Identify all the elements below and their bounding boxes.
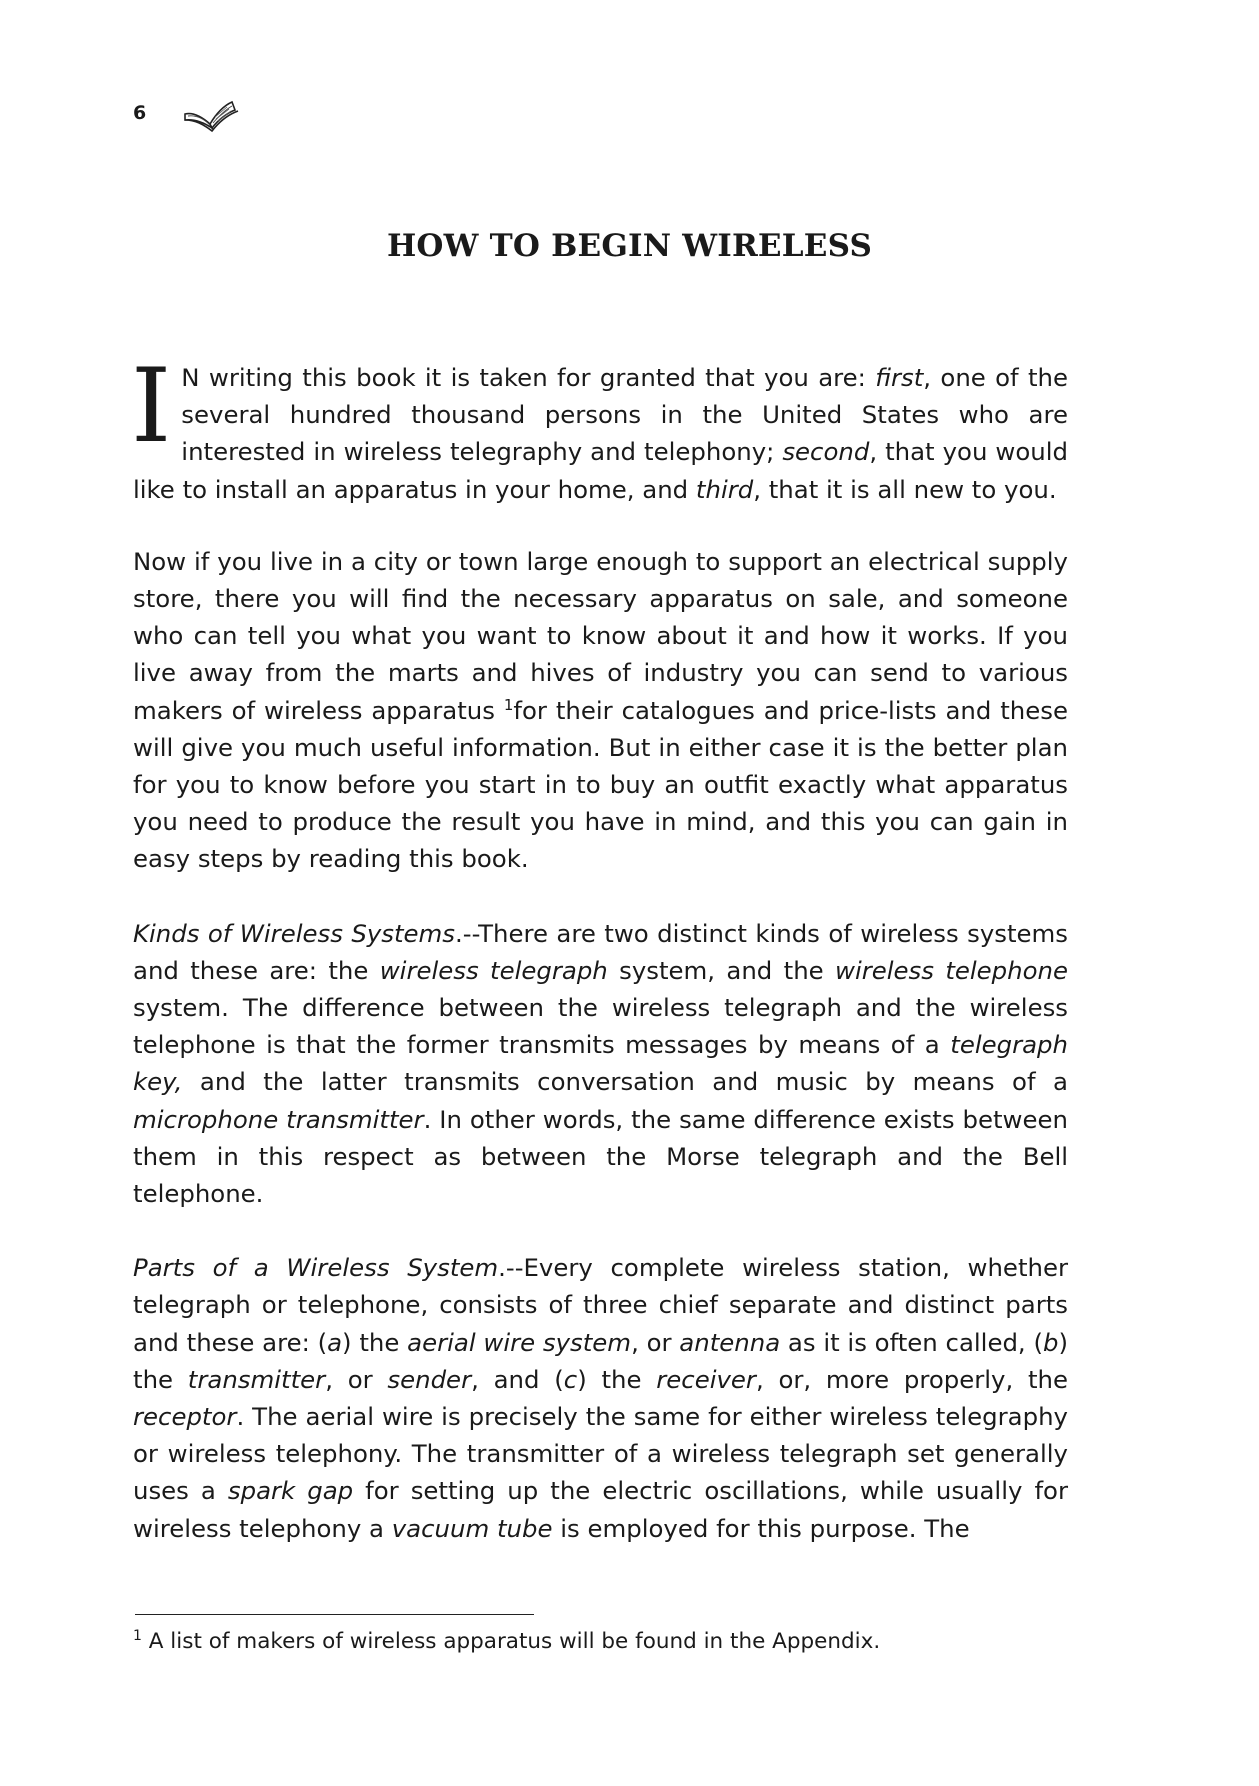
italic-run: third — [695, 474, 754, 504]
italic-run: wireless telegraph — [379, 955, 608, 985]
text-run: system, and the — [607, 955, 836, 985]
paragraph-kinds-of-systems — [133, 915, 1068, 1213]
italic-run: antenna — [679, 1327, 781, 1357]
body-text — [131, 347, 1069, 1584]
text-run: , that it is all new to you. — [753, 474, 1057, 504]
text-run: , or — [325, 1364, 388, 1394]
text-run: and the latter transmits conversation and music by means of a — [182, 1067, 1068, 1097]
text-run: . The aerial wire is precisely the same for either wireless telegraphy or wireless telephony. The transmitter of a wireless telegraph set generally uses a — [133, 1402, 1068, 1506]
italic-run: transmitter — [187, 1364, 326, 1394]
text-run: for setting up the electric oscillations, while usually for wireless telephony a — [133, 1476, 1068, 1543]
text-run: , or — [631, 1327, 680, 1357]
text-run: .--Every complete wireless station, whether telegraph or telephone, consists of three chief separate and distinct parts and these are: ( — [133, 1253, 1068, 1357]
footnote — [133, 1628, 1068, 1656]
italic-run: vacuum tube — [391, 1513, 553, 1543]
italic-run: c — [563, 1364, 578, 1394]
text-run: as it is often called, ( — [780, 1327, 1043, 1357]
page-number: 6 — [133, 102, 147, 124]
text-run: ) the — [133, 1327, 1068, 1394]
text-run: Now if you live in a city or town large enough to support an electrical supply store, there you will find the necessary apparatus on sale, and someone who can tell you what you want to know about it and how it works. If you live away from the marts and hives of industry you can send to various makers of wireless apparatus — [133, 546, 1068, 725]
text-run: system. The difference between the wireless telegraph and the wireless telephone is that the former transmits messages by means of a — [133, 993, 1068, 1060]
text-run: .--There are two distinct kinds of wireless systems and these are: the — [133, 918, 1068, 985]
footnote-text: A list of makers of wireless apparatus will be found in the Appendix. — [141, 1629, 881, 1654]
text-run: ) the — [342, 1327, 408, 1357]
italic-run: a — [327, 1327, 343, 1357]
chapter-title: HOW TO BEGIN WIRELESS — [386, 228, 873, 264]
italic-run: telegraph key, — [133, 1030, 1068, 1097]
italic-run: sender — [387, 1364, 472, 1394]
footnote-marker: 1 — [133, 1627, 142, 1644]
italic-run: b — [1042, 1327, 1059, 1357]
italic-run: receiver — [656, 1364, 756, 1394]
italic-run: aerial wire system — [407, 1327, 632, 1357]
italic-run: second — [782, 437, 870, 467]
section-heading: Kinds of Wireless Systems — [133, 918, 456, 948]
text-run: is employed for this purpose. The — [552, 1513, 970, 1543]
text-run: , and ( — [471, 1364, 564, 1394]
drop-cap: I — [131, 347, 172, 466]
footnote-reference: 1 — [503, 695, 514, 714]
paragraph-parts-of-system — [133, 1249, 1068, 1547]
open-book-icon — [183, 98, 241, 134]
italic-run: microphone transmitter — [133, 1104, 424, 1134]
text-run: for their catalogues and price-lists and these will give you much useful information. But in either case it is the better plan for you to know before you start in to buy an outfit exactly what apparatus you need to produce the result you have in mind, and this you can gain in easy steps by reading this book. — [133, 695, 1068, 874]
text-run: , or, more properly, the — [755, 1364, 1068, 1394]
section-heading: Parts of a Wireless System — [133, 1253, 499, 1283]
text-run: , that you would like to install an apparatus in your home, and — [133, 437, 1068, 504]
footnote-separator — [135, 1614, 534, 1615]
text-run: ) the — [577, 1364, 657, 1394]
italic-run: spark gap — [227, 1476, 354, 1506]
italic-run: receptor — [133, 1402, 237, 1432]
italic-run: wireless telephone — [835, 955, 1068, 985]
text-run: , one of the several hundred thousand persons in the United States who are interested in wireless telegraphy and telephony; — [181, 363, 1069, 467]
text-run: . In other words, the same difference exists between them in this respect as between the Morse telegraph and the Bell telephone. — [133, 1104, 1068, 1209]
paragraph-supply-store — [133, 543, 1068, 878]
italic-run: first — [875, 363, 924, 392]
paragraph-intro — [131, 347, 1069, 508]
text-run: N writing this book it is taken for granted that you are: — [181, 363, 876, 392]
